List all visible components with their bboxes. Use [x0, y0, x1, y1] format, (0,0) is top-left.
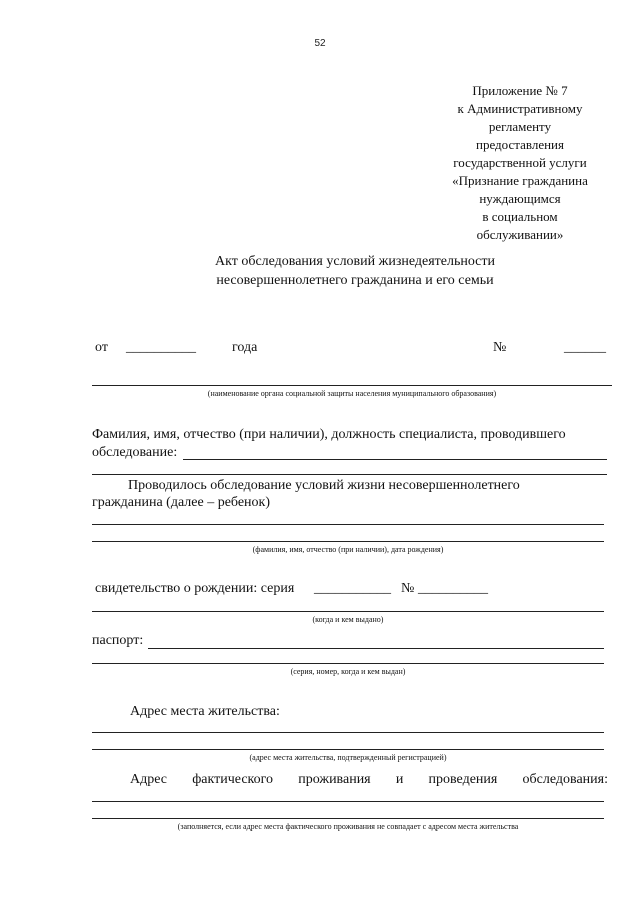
child-line-2[interactable]: [92, 541, 604, 542]
inspection-intro-cont: гражданина (далее – ребенок): [92, 495, 271, 510]
title-line-2: несовершеннолетнего гражданина и его семьи: [216, 273, 494, 288]
inspection-intro: Проводилось обследование условий жизни несовершеннолетнего: [128, 478, 520, 493]
appendix-line: «Признание гражданина: [452, 173, 588, 188]
birth-issued-line[interactable]: [92, 611, 604, 612]
specialist-line-1[interactable]: [183, 459, 607, 460]
actual-address-word: обследования:: [522, 772, 608, 787]
passport-line-1[interactable]: [148, 648, 604, 649]
actual-address-caption: (заполняется, если адрес места фактического проживания не совпадает с адресом места жительства: [177, 822, 519, 831]
page-number: 52: [314, 38, 326, 49]
specialist-line-2[interactable]: [92, 474, 607, 475]
child-caption: (фамилия, имя, отчество (при наличии), дата рождения): [252, 545, 444, 554]
organ-line[interactable]: [92, 385, 612, 386]
number-sign: №: [493, 340, 507, 355]
appendix-line: регламенту: [488, 119, 552, 134]
appendix-line: в социальном: [482, 209, 558, 224]
birth-series-blank[interactable]: ___________: [314, 581, 391, 596]
appendix-line: нуждающимся: [479, 191, 561, 206]
passport-label: паспорт:: [92, 633, 144, 648]
year-label: года: [232, 340, 258, 355]
address-label: Адрес места жительства:: [130, 704, 280, 719]
actual-address-word: проживания: [298, 772, 371, 787]
child-line-1[interactable]: [92, 524, 604, 525]
number-blank[interactable]: ______: [564, 340, 606, 355]
actual-address-word: фактического: [192, 772, 274, 787]
appendix-line: к Административному: [457, 101, 583, 116]
birth-certificate-label: свидетельство о рождении: серия: [95, 581, 295, 596]
passport-line-2[interactable]: [92, 663, 604, 664]
inspection-label: обследование:: [92, 445, 178, 460]
address-line-2[interactable]: [92, 749, 604, 750]
actual-address-label: [130, 772, 608, 788]
appendix-header: [420, 82, 620, 244]
organ-caption: (наименование органа социальной защиты населения муниципального образования): [207, 389, 497, 398]
date-blank[interactable]: __________: [126, 340, 196, 355]
address-line-1[interactable]: [92, 732, 604, 733]
actual-address-word: и: [395, 772, 404, 787]
specialist-label: Фамилия, имя, отчество (при наличии), должность специалиста, проводившего: [92, 427, 566, 442]
appendix-line: Приложение № 7: [472, 83, 568, 98]
actual-address-line-1[interactable]: [92, 801, 604, 802]
birth-issued-caption: (когда и кем выдано): [312, 615, 384, 624]
appendix-line: государственной услуги: [453, 155, 587, 170]
date-from-label: от: [95, 340, 108, 355]
birth-number-blank[interactable]: __________: [418, 581, 488, 596]
actual-address-word: Адрес: [130, 772, 168, 787]
appendix-line: предоставления: [476, 137, 564, 152]
actual-address-word: проведения: [428, 772, 498, 787]
address-caption: (адрес места жительства, подтвержденный регистрацией): [249, 753, 447, 762]
passport-caption: (серия, номер, когда и кем выдан): [290, 667, 406, 676]
appendix-line: обслуживании»: [476, 227, 564, 242]
document-title: [140, 252, 570, 290]
title-line-1: Акт обследования условий жизнедеятельности: [214, 254, 496, 269]
birth-number-sign: №: [401, 581, 415, 596]
actual-address-line-2[interactable]: [92, 818, 604, 819]
